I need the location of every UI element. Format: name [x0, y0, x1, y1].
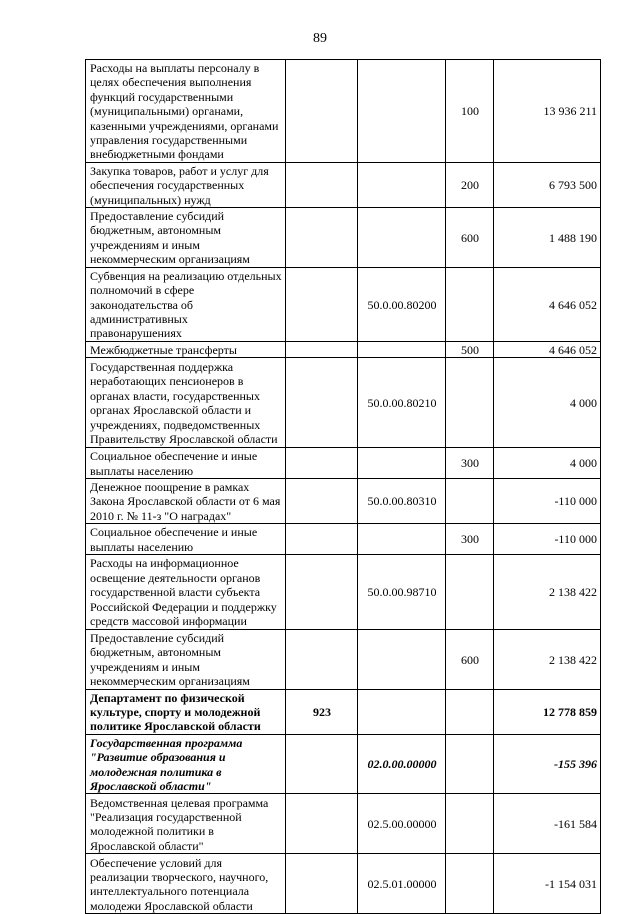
row-name-cell: Расходы на выплаты персоналу в целях обеспечения выполнения функций государственными (муниципальными) органами, казенными учреждениями, органами управления государственными внебюджетными фондами — [86, 60, 286, 163]
row-amount-cell: -110 000 — [494, 478, 601, 523]
row-amount-cell: 4 000 — [494, 448, 601, 479]
row-expense-type-cell — [446, 689, 494, 734]
budget-table — [85, 59, 601, 914]
row-name-cell: Департамент по физической культуре, спорту и молодежной политике Ярославской области — [86, 689, 286, 734]
row-code-cell: 50.0.00.98710 — [358, 554, 446, 629]
row-amount-cell: 4 646 052 — [494, 267, 601, 341]
row-name-cell: Межбюджетные трансферты — [86, 341, 286, 357]
table-row — [86, 60, 601, 163]
table-row — [86, 689, 601, 734]
table-row — [86, 524, 601, 555]
row-code-cell — [358, 524, 446, 555]
row-department-cell — [286, 358, 358, 448]
row-name-cell: Предоставление субсидий бюджетным, автономным учреждениям и иным некоммерческим организациям — [86, 629, 286, 689]
row-name-cell: Субвенция на реализацию отдельных полномочий в сфере законодательства об административных правонарушениях — [86, 267, 286, 341]
table-row — [86, 267, 601, 341]
row-amount-cell: -155 396 — [494, 734, 601, 794]
row-amount-cell: 4 000 — [494, 358, 601, 448]
table-row — [86, 208, 601, 268]
table-row — [86, 554, 601, 629]
row-department-cell — [286, 162, 358, 207]
row-department-cell — [286, 734, 358, 794]
row-expense-type-cell: 200 — [446, 162, 494, 207]
row-department-cell — [286, 478, 358, 523]
row-name-cell: Закупка товаров, работ и услуг для обеспечения государственных (муниципальных) нужд — [86, 162, 286, 207]
row-code-cell — [358, 341, 446, 357]
row-code-cell — [358, 629, 446, 689]
row-department-cell — [286, 267, 358, 341]
row-code-cell — [358, 208, 446, 268]
row-code-cell — [358, 448, 446, 479]
row-department-cell — [286, 524, 358, 555]
row-expense-type-cell — [446, 734, 494, 794]
row-amount-cell: -1 154 031 — [494, 854, 601, 914]
row-expense-type-cell — [446, 267, 494, 341]
row-amount-cell: 2 138 422 — [494, 554, 601, 629]
row-amount-cell: -161 584 — [494, 794, 601, 854]
row-expense-type-cell: 300 — [446, 448, 494, 479]
row-code-cell: 50.0.00.80200 — [358, 267, 446, 341]
row-code-cell: 50.0.00.80210 — [358, 358, 446, 448]
row-amount-cell: 13 936 211 — [494, 60, 601, 163]
row-department-cell — [286, 794, 358, 854]
row-department-cell — [286, 629, 358, 689]
row-department-cell — [286, 60, 358, 163]
row-name-cell: Социальное обеспечение и иные выплаты населению — [86, 524, 286, 555]
row-expense-type-cell: 500 — [446, 341, 494, 357]
row-department-cell — [286, 341, 358, 357]
row-name-cell: Государственная поддержка неработающих пенсионеров в органах власти, государственных органах Ярославской области и учреждениях, подведомственных Правительству Ярославской области — [86, 358, 286, 448]
row-expense-type-cell — [446, 478, 494, 523]
row-name-cell: Расходы на информационное освещение деятельности органов государственной власти субъекта Российской Федерации и поддержку средств массовой информации — [86, 554, 286, 629]
row-code-cell: 02.5.01.00000 — [358, 854, 446, 914]
row-code-cell — [358, 689, 446, 734]
row-expense-type-cell: 600 — [446, 629, 494, 689]
row-amount-cell: 2 138 422 — [494, 629, 601, 689]
row-amount-cell: 12 778 859 — [494, 689, 601, 734]
table-row — [86, 448, 601, 479]
row-code-cell: 50.0.00.80310 — [358, 478, 446, 523]
row-department-cell: 923 — [286, 689, 358, 734]
row-name-cell: Ведомственная целевая программа "Реализация государственной молодежной политики в Ярославской области" — [86, 794, 286, 854]
table-row — [86, 341, 601, 357]
row-department-cell — [286, 448, 358, 479]
page-number: 89 — [313, 31, 327, 46]
row-amount-cell: -110 000 — [494, 524, 601, 555]
table-row — [86, 358, 601, 448]
row-amount-cell: 1 488 190 — [494, 208, 601, 268]
row-department-cell — [286, 208, 358, 268]
row-department-cell — [286, 554, 358, 629]
row-expense-type-cell: 300 — [446, 524, 494, 555]
row-name-cell: Предоставление субсидий бюджетным, автономным учреждениям и иным некоммерческим организациям — [86, 208, 286, 268]
table-row — [86, 734, 601, 794]
row-code-cell: 02.5.00.00000 — [358, 794, 446, 854]
table-row — [86, 629, 601, 689]
row-expense-type-cell: 600 — [446, 208, 494, 268]
row-code-cell — [358, 60, 446, 163]
row-amount-cell: 6 793 500 — [494, 162, 601, 207]
row-expense-type-cell — [446, 794, 494, 854]
table-row — [86, 478, 601, 523]
row-expense-type-cell: 100 — [446, 60, 494, 163]
row-name-cell: Денежное поощрение в рамках Закона Ярославской области от 6 мая 2010 г. № 11-з "О наградах" — [86, 478, 286, 523]
row-name-cell: Государственная программа "Развитие образования и молодежная политика в Ярославской области" — [86, 734, 286, 794]
row-code-cell: 02.0.00.00000 — [358, 734, 446, 794]
row-code-cell — [358, 162, 446, 207]
row-name-cell: Обеспечение условий для реализации творческого, научного, интеллектуального потенциала молодежи Ярославской области — [86, 854, 286, 914]
budget-table-body — [86, 60, 601, 914]
table-row — [86, 794, 601, 854]
row-amount-cell: 4 646 052 — [494, 341, 601, 357]
table-row — [86, 162, 601, 207]
row-name-cell: Социальное обеспечение и иные выплаты населению — [86, 448, 286, 479]
row-expense-type-cell — [446, 554, 494, 629]
row-expense-type-cell — [446, 358, 494, 448]
